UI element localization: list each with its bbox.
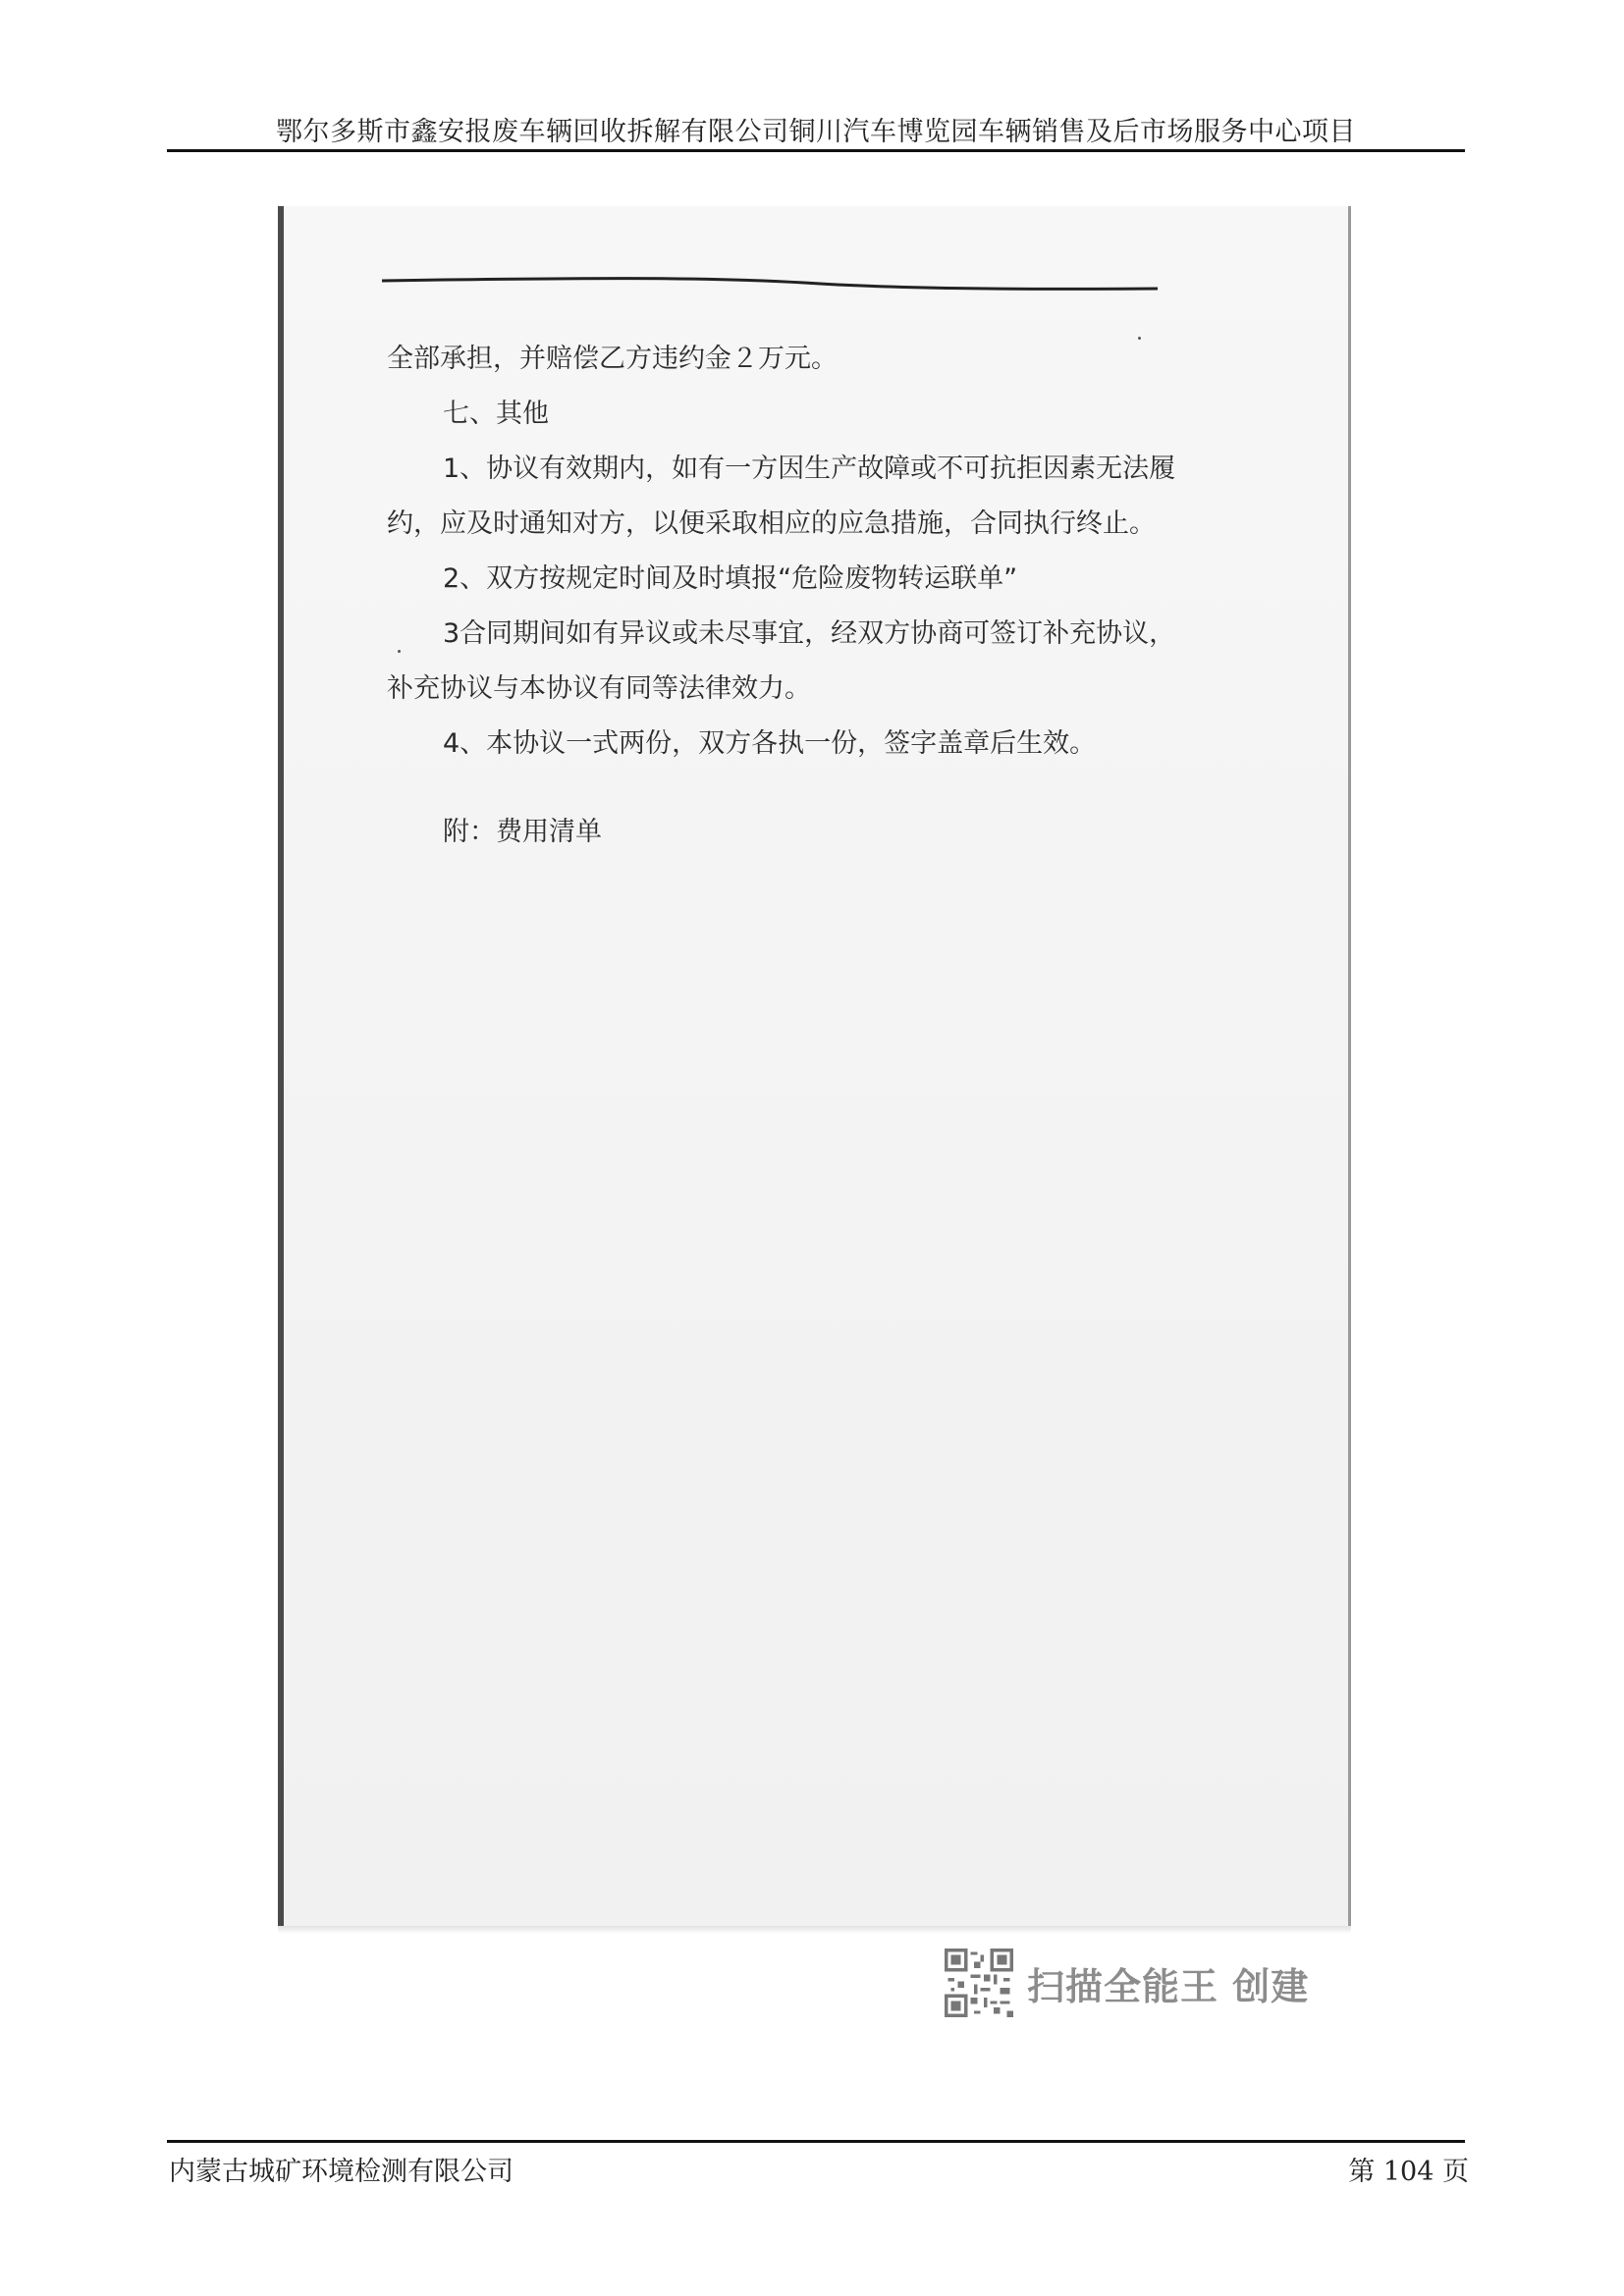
clause-3-line-2: 补充协议与本协议有同等法律效力。 — [387, 673, 811, 704]
scan-bottom-edge — [278, 1926, 1351, 1934]
page-header-title: 鄂尔多斯市鑫安报废车辆回收拆解有限公司铜川汽车博览园车辆销售及后市场服务中心项目 — [276, 117, 1356, 147]
clause-3-line-1: 3合同期间如有异议或未尽事宜，经双方协商可签订补充协议， — [443, 618, 1176, 649]
paragraph-continuation: 全部承担，并赔偿乙方违约金２万元。 — [387, 344, 838, 374]
scanned-document-image — [278, 206, 1351, 1934]
clause-4: 4、本协议一式两份，双方各执一份，签字盖章后生效。 — [443, 728, 1097, 759]
scanner-watermark — [945, 1944, 1309, 2022]
footer-divider — [167, 2140, 1465, 2143]
watermark-text: 扫描全能王 创建 — [1027, 1964, 1310, 2008]
page-number: 第 104 页 — [1348, 2157, 1469, 2187]
qr-code-icon — [945, 1949, 1013, 2017]
section-heading-other: 七、其他 — [443, 399, 549, 429]
clause-2: 2、双方按规定时间及时填报“危险废物转运联单” — [443, 563, 1018, 594]
attachment-note: 附：费用清单 — [443, 817, 602, 847]
scan-top-rule — [382, 275, 1158, 294]
clause-1-line-2: 约，应及时通知对方，以便采取相应的应急措施，合同执行终止。 — [387, 508, 1156, 539]
agreement-text — [387, 332, 1192, 860]
footer-company-name: 内蒙古城矿环境检测有限公司 — [169, 2157, 514, 2187]
clause-1-line-1: 1、协议有效期内，如有一方因生产故障或不可抗拒因素无法履 — [443, 454, 1176, 484]
header-divider — [167, 149, 1465, 152]
